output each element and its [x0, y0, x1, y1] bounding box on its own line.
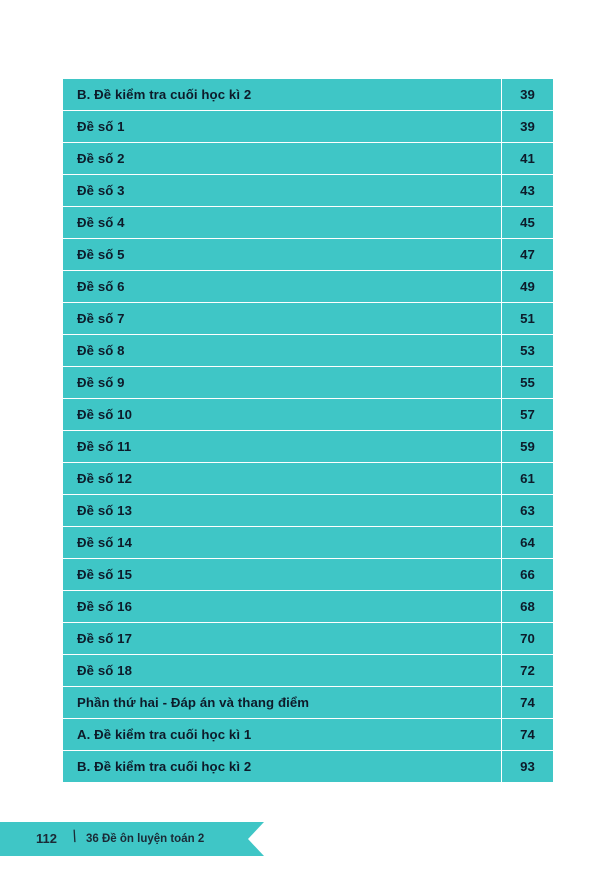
- toc-entry-label: B. Đề kiểm tra cuối học kì 2: [63, 79, 502, 111]
- table-row: [63, 303, 554, 335]
- toc-entry-page: 72: [502, 655, 554, 687]
- toc-entry-page: 68: [502, 591, 554, 623]
- toc-entry-label: Đề số 1: [63, 111, 502, 143]
- toc-entry-page: 39: [502, 79, 554, 111]
- toc-entry-page: 43: [502, 175, 554, 207]
- footer-page-number: 112: [36, 831, 57, 846]
- table-row: [63, 399, 554, 431]
- table-row: [63, 367, 554, 399]
- toc-entry-page: 47: [502, 239, 554, 271]
- toc-entry-page: 53: [502, 335, 554, 367]
- table-row: [63, 111, 554, 143]
- toc-entry-page: 59: [502, 431, 554, 463]
- toc-entry-page: 63: [502, 495, 554, 527]
- table-row: [63, 495, 554, 527]
- table-row: [63, 527, 554, 559]
- toc-entry-label: Đề số 7: [63, 303, 502, 335]
- toc-entry-label: Phần thứ hai - Đáp án và thang điểm: [63, 687, 502, 719]
- toc-entry-page: 93: [502, 751, 554, 783]
- toc-entry-page: 45: [502, 207, 554, 239]
- table-row: [63, 463, 554, 495]
- table-row: [63, 79, 554, 111]
- table-row: [63, 687, 554, 719]
- toc-entry-label: Đề số 14: [63, 527, 502, 559]
- toc-entry-label: Đề số 15: [63, 559, 502, 591]
- toc-entry-label: A. Đề kiểm tra cuối học kì 1: [63, 719, 502, 751]
- toc-entry-label: Đề số 17: [63, 623, 502, 655]
- toc-body: [63, 79, 554, 783]
- toc-entry-label: Đề số 2: [63, 143, 502, 175]
- toc-entry-label: Đề số 3: [63, 175, 502, 207]
- toc-entry-page: 39: [502, 111, 554, 143]
- toc-entry-page: 64: [502, 527, 554, 559]
- toc-entry-page: 70: [502, 623, 554, 655]
- toc-entry-label: Đề số 13: [63, 495, 502, 527]
- footer-arrow-shape: [248, 822, 264, 856]
- toc-entry-page: 49: [502, 271, 554, 303]
- toc-entry-page: 55: [502, 367, 554, 399]
- table-row: [63, 559, 554, 591]
- table-row: [63, 751, 554, 783]
- toc-entry-label: Đề số 9: [63, 367, 502, 399]
- table-row: [63, 719, 554, 751]
- footer-book-title: 36 Đề ôn luyện toán 2: [86, 833, 205, 845]
- table-of-contents: [62, 78, 554, 783]
- table-row: [63, 207, 554, 239]
- table-row: [63, 431, 554, 463]
- toc-entry-label: Đề số 6: [63, 271, 502, 303]
- table-row: [63, 335, 554, 367]
- page-footer: [0, 822, 616, 856]
- toc-entry-label: Đề số 18: [63, 655, 502, 687]
- toc-entry-label: Đề số 5: [63, 239, 502, 271]
- table-row: [63, 143, 554, 175]
- toc-entry-page: 74: [502, 687, 554, 719]
- toc-entry-label: Đề số 10: [63, 399, 502, 431]
- toc-entry-label: Đề số 4: [63, 207, 502, 239]
- table-row: [63, 271, 554, 303]
- toc-entry-label: Đề số 12: [63, 463, 502, 495]
- footer-separator: \: [70, 827, 79, 846]
- table-row: [63, 175, 554, 207]
- table-row: [63, 655, 554, 687]
- table-row: [63, 591, 554, 623]
- toc-entry-label: B. Đề kiểm tra cuối học kì 2: [63, 751, 502, 783]
- toc-entry-label: Đề số 11: [63, 431, 502, 463]
- toc-entry-page: 74: [502, 719, 554, 751]
- toc-entry-label: Đề số 16: [63, 591, 502, 623]
- toc-entry-page: 57: [502, 399, 554, 431]
- toc-entry-page: 66: [502, 559, 554, 591]
- toc-entry-page: 61: [502, 463, 554, 495]
- table-row: [63, 623, 554, 655]
- toc-entry-page: 41: [502, 143, 554, 175]
- table-row: [63, 239, 554, 271]
- toc-entry-label: Đề số 8: [63, 335, 502, 367]
- toc-entry-page: 51: [502, 303, 554, 335]
